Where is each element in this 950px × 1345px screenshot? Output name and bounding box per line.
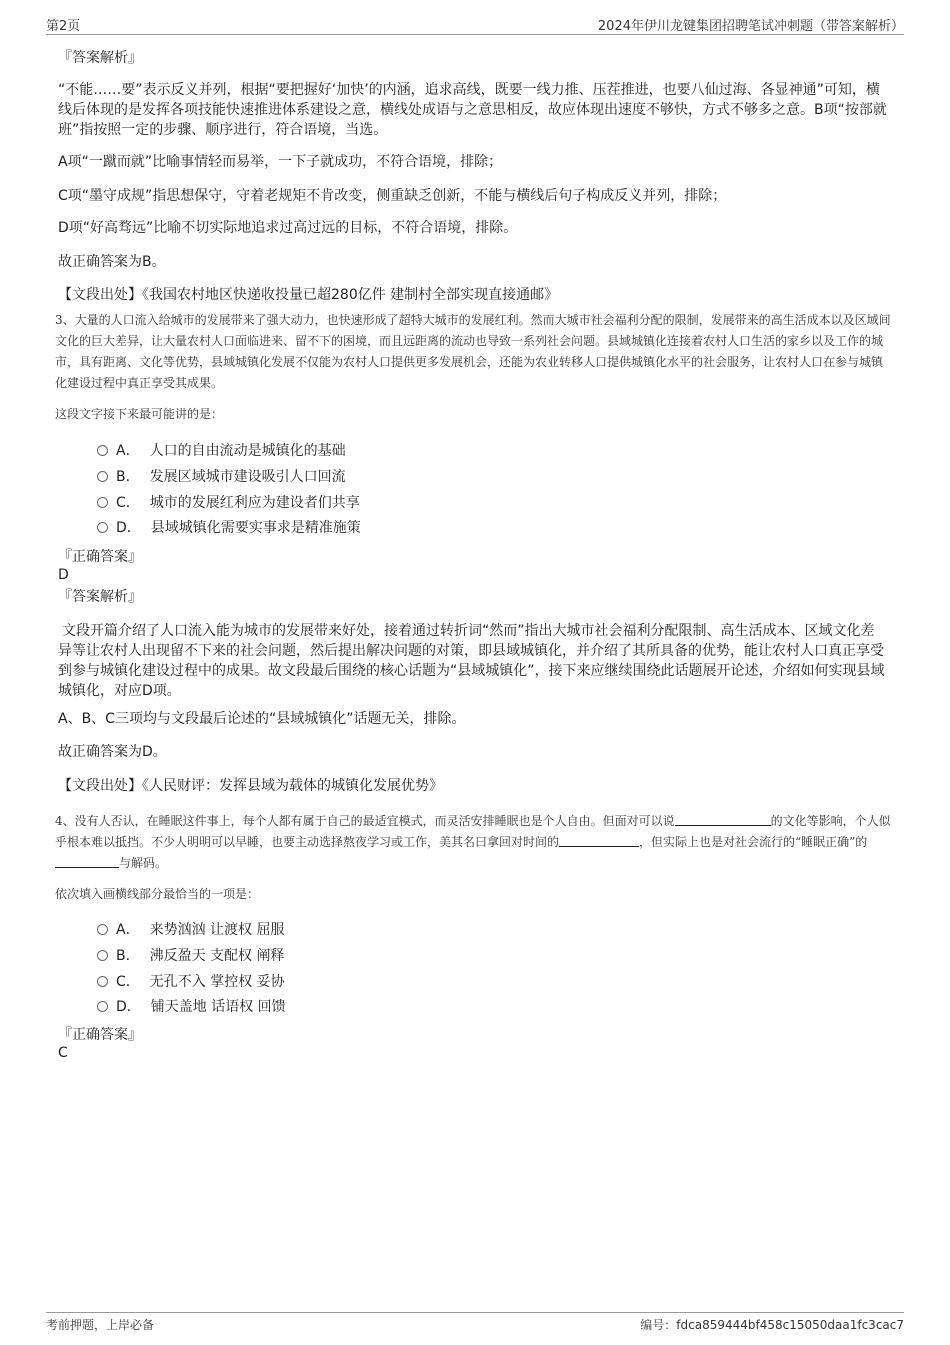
q4-stem-part-4: 与解码。 [119, 856, 168, 870]
option-letter: D． [116, 999, 141, 1015]
q4-option-d[interactable] [97, 997, 286, 1017]
q3-option-d[interactable] [97, 518, 361, 538]
q3-answer: D [58, 567, 69, 583]
option-text: 县域城镇化需要实事求是精准施策 [150, 520, 361, 536]
q3-conclusion: 故正确答案为D。 [58, 744, 167, 760]
fill-blank-3 [55, 855, 119, 868]
option-letter: B． [116, 948, 140, 964]
page-footer [46, 1312, 904, 1337]
option-text: 来势汹汹 让渡权 屈服 [149, 922, 285, 938]
q4-stem-part-1: 4、没有人否认，在睡眠这件事上，每个人都有属于自己的最适宜模式，而灵活安排睡眠也是个人自由。但面对可以说 [55, 814, 675, 828]
q4-stem [55, 811, 893, 874]
document-title: 2024年伊川龙键集团招聘笔试冲刺题（带答案解析） [597, 19, 904, 34]
option-letter: D． [116, 520, 141, 536]
q4-answer: C [58, 1045, 68, 1061]
q2-analysis-paragraph: “不能……要”表示反义并列，根据“要把握好‘加快’的内涵，追求高线，既要一线力推、压茬推进，也要八仙过海、各显神通”可知，横线后体现的是发挥各项技能快速推进体系建设之意，横线处成语与之意思相反，故应体现出速度不够快，方式不够多之意。B项“按部就班”指按照一定的步骤、顺序进行，符合语境，当选。 [58, 82, 887, 138]
document-code [640, 1316, 904, 1333]
radio-icon[interactable] [97, 471, 108, 482]
q4-option-b[interactable] [97, 946, 285, 966]
q3-option-b[interactable] [97, 467, 346, 487]
option-text: 人口的自由流动是城镇化的基础 [149, 443, 346, 459]
option-letter: B． [116, 469, 140, 485]
option-text: 铺天盖地 话语权 回馈 [150, 999, 286, 1015]
q2-analysis-option-d: D项“好高骛远”比喻不切实际地追求过高过远的目标，不符合语境，排除。 [58, 220, 518, 236]
q4-stem-part-2: 的文化等影响，个人似乎根本难以抵挡。不少人明明可以早睡，也要主动选择熬夜学习或工作，美其名曰拿回对时间的 [55, 814, 891, 849]
q4-prompt: 依次填入画横线部分最恰当的一项是： [55, 887, 260, 901]
page-number: 第2页 [46, 19, 81, 34]
page-header [46, 12, 904, 35]
q3-stem: 3、大量的人口流入给城市的发展带来了强大动力，也快速形成了超特大城市的发展红利。然而大城市社会福利分配的限制，发展带来的高生活成本以及区域间文化的巨大差异，让大量农村人口面临进来、留不下的困境，而且远距离的流动也导致一系列社会问题。县域城镇化连接着农村人口生活的家乡以及工作的城市，具有距离、文化等优势，县域城镇化发展不仅能为农村人口提供更多发展机会，还能为农业转移人口提供城镇化水平的社会服务，让农村人口在参与城镇化建设过程中真正享受其成果。 [55, 313, 891, 390]
option-text: 发展区域城市建设吸引人口回流 [149, 469, 346, 485]
code-value: fdca859444bf458c15050daa1fc3cac7 [676, 1318, 904, 1332]
fill-blank-2 [559, 834, 639, 847]
q3-source: 【文段出处】《人民财评：发挥县域为载体的城镇化发展优势》 [58, 778, 443, 794]
option-letter: A． [116, 922, 140, 938]
q2-analysis-option-a: A项“一蹴而就”比喻事情轻而易举，一下子就成功，不符合语境，排除； [58, 154, 503, 170]
radio-icon[interactable] [97, 497, 108, 508]
q2-analysis-option-c: C项“墨守成规”指思想保守，守着老规矩不肯改变，侧重缺乏创新，不能与横线后句子构成反义并列，排除； [58, 188, 727, 204]
q3-analysis-paragraph: 文段开篇介绍了人口流入能为城市的发展带来好处，接着通过转折词“然而”指出大城市社会福利分配限制、高生活成本、区域文化差异等让农村人出现留不下来的社会问题，然后提出解决问题的对策，即县域城镇化，并介绍了其所具备的优势，能让农村人口真正享受到参与城镇化建设过程中的成果。故文段最后围绕的核心话题为“县域城镇化”，接下来应继续围绕此话题展开论述，介绍如何实现县域城镇化，对应D项。 [58, 623, 885, 699]
radio-icon[interactable] [97, 924, 108, 935]
q3-prompt: 这段文字接下来最可能讲的是： [55, 407, 224, 421]
q3-option-a[interactable] [97, 441, 346, 461]
option-letter: C． [116, 974, 140, 990]
radio-icon[interactable] [97, 950, 108, 961]
code-label: 编号： [640, 1318, 677, 1332]
q2-conclusion: 故正确答案为B。 [58, 254, 166, 270]
q3-answer-label: 『正确答案』 [58, 549, 142, 565]
q3-option-c[interactable] [97, 493, 360, 513]
radio-icon[interactable] [97, 976, 108, 987]
footer-slogan: 考前押题，上岸必备 [46, 1318, 155, 1332]
q4-option-a[interactable] [97, 920, 284, 940]
radio-icon[interactable] [97, 1001, 108, 1012]
option-letter: C． [116, 495, 140, 511]
q4-stem-part-3: ，但实际上也是对社会流行的“睡眠正确”的 [639, 835, 868, 849]
radio-icon[interactable] [97, 445, 108, 456]
option-text: 无孔不入 掌控权 妥协 [149, 974, 285, 990]
option-letter: A． [116, 443, 140, 459]
radio-icon[interactable] [97, 522, 108, 533]
q4-option-c[interactable] [97, 972, 285, 992]
fill-blank-1 [675, 813, 771, 826]
q2-source: 【文段出处】《我国农村地区快递收投量已超280亿件 建制村全部实现直接通邮》 [58, 287, 559, 303]
q4-answer-label: 『正确答案』 [58, 1027, 142, 1043]
option-text: 城市的发展红利应为建设者们共享 [149, 495, 360, 511]
q3-analysis-label: 『答案解析』 [58, 589, 142, 605]
option-text: 沸反盈天 支配权 阐释 [149, 948, 285, 964]
q3-analysis-other-options: A、B、C三项均与文段最后论述的“县域城镇化”话题无关，排除。 [58, 711, 466, 727]
q2-analysis-label: 『答案解析』 [58, 50, 142, 66]
